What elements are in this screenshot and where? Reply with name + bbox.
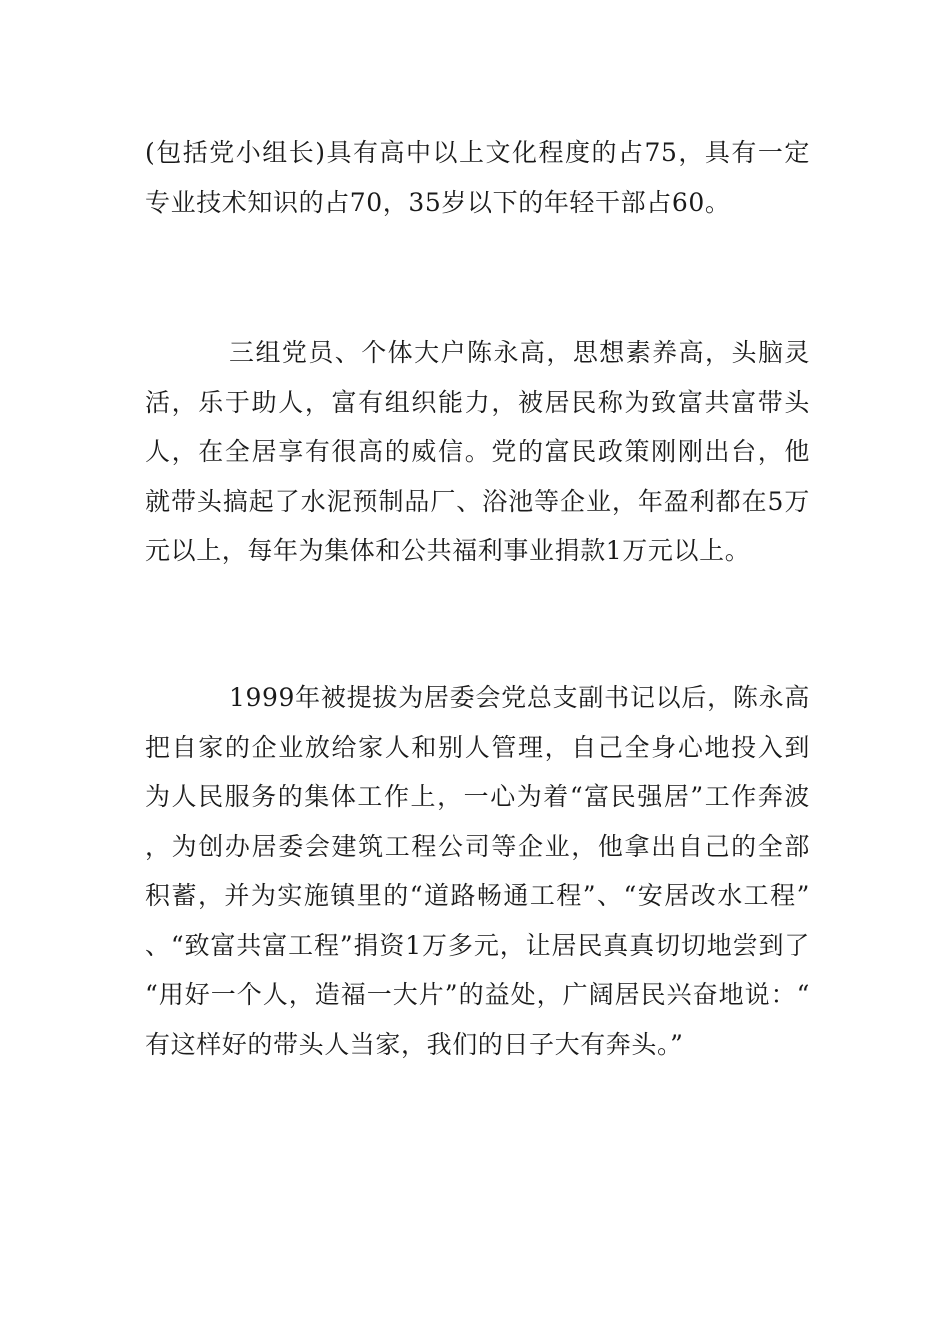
paragraph-chen-yonggao-profile: 三组党员、个体大户陈永高，思想素养高，头脑灵活，乐于助人，富有组织能力，被居民称为致富共富带头人，在全居享有很高的威信。党的富民政策刚刚出台，他就带头搞起了水泥预制品厂、浴池等企业，年盈利都在5万元以上，每年为集体和公共福利事业捐款1万元以上。 (145, 338, 810, 565)
paragraph-party-cadre-education: (包括党小组长)具有高中以上文化程度的占75，具有一定专业技术知识的占70，35岁以下的年轻干部占60。 (145, 138, 810, 217)
paragraph-chen-yonggao-contributions: 1999年被提拔为居委会党总支副书记以后，陈永高把自家的企业放给家人和别人管理，自己全身心地投入到为人民服务的集体工作上，一心为着“富民强居”工作奔波，为创办居委会建筑工程公司等企业，他拿出自己的全部积蓄，并为实施镇里的“道路畅通工程”、“安居改水工程”、“致富共富工程”捐资1万多元，让居民真真切切地尝到了“用好一个人，造福一大片”的益处，广阔居民兴奋地说：“有这样好的带头人当家，我们的日子大有奔头。” (145, 683, 810, 1059)
